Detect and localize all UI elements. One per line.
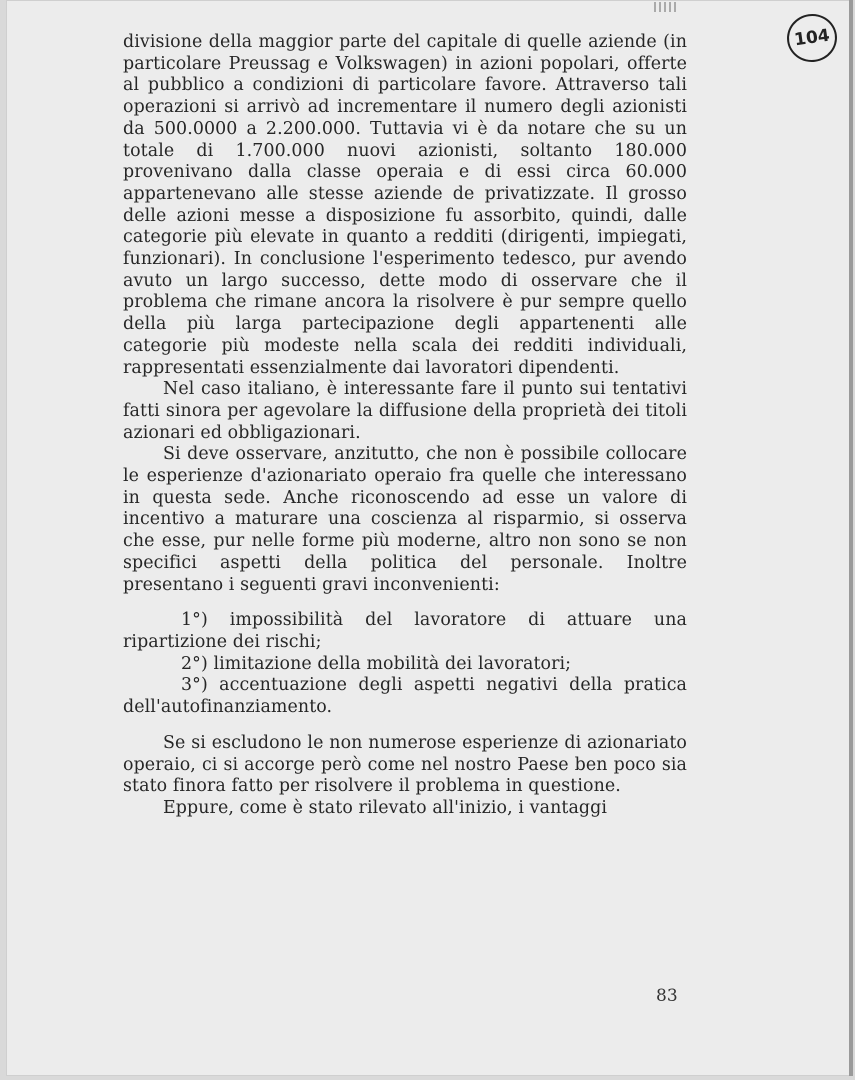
list-item: 2°) limitazione della mobilità dei lavoratori; bbox=[181, 653, 572, 674]
paragraph: divisione della maggior parte del capitale di quelle aziende (in particolare Preussag e Volkswagen) in azioni popolari, offerte al pubblico a condizioni di particolare favore. Attraverso tali operazioni si arrivò ad incrementare il numero degli azionisti da 500.0000 a 2.200.000. Tuttavia vi è da notare che su un totale di 1.700.000 nuovi azionisti, soltanto 180.000 provenivano dalla classe operaia e di essi circa 60.000 appartenevano alle stesse aziende de privatizzate. Il grosso delle azioni messe a disposizione fu assorbito, quindi, dalle categorie più elevate in quanto a redditi (dirigenti, impiegati, funzionari). In conclusione l'esperimento tedesco, pur avendo avuto un largo successo, dette modo di osservare che il problema che rimane ancora la risolvere è pur sempre quello della più larga partecipazione degli appartenenti alle categorie più modeste nella scala dei redditi individuali, rappresentati essenzialmente dai lavoratori dipendenti. bbox=[123, 32, 687, 378]
page-number: 83 bbox=[656, 986, 678, 1006]
list-item: 3°) accentuazione degli aspetti negativi della pratica dell'autofinanziamento. bbox=[123, 675, 687, 718]
paragraph: Si deve osservare, anzitutto, che non è possibile collocare le esperienze d'azionariato operaio fra quelle che interessano in questa sede. Anche riconoscendo ad esse un valore di incentivo a maturare una coscienza al risparmio, si osserva che esse, pur nelle forme più moderne, altro non sono se non specifici aspetti della politica del personale. Inoltre presentano i seguenti gravi inconvenienti: bbox=[123, 444, 687, 595]
paragraph: Eppure, come è stato rilevato all'inizio, i vantaggi bbox=[163, 797, 608, 818]
body-text bbox=[123, 32, 687, 820]
scan-artifact bbox=[654, 2, 676, 12]
document-page bbox=[6, 0, 851, 1076]
handwritten-page-note bbox=[784, 11, 840, 65]
paragraph: Se si escludono le non numerose esperienze di azionariato operaio, ci si accorge però come nel nostro Paese ben poco sia stato finora fatto per risolvere il problema in questione. bbox=[123, 732, 687, 797]
list-item: 1°) impossibilità del lavoratore di attuare una ripartizione dei rischi; bbox=[123, 610, 687, 652]
scan-edge bbox=[849, 0, 853, 1076]
margin-note-text: 104 bbox=[793, 25, 831, 51]
paragraph: Nel caso italiano, è interessante fare il punto sui tentativi fatti sinora per agevolare la diffusione della proprietà dei titoli azionari ed obbligazionari. bbox=[123, 379, 687, 443]
